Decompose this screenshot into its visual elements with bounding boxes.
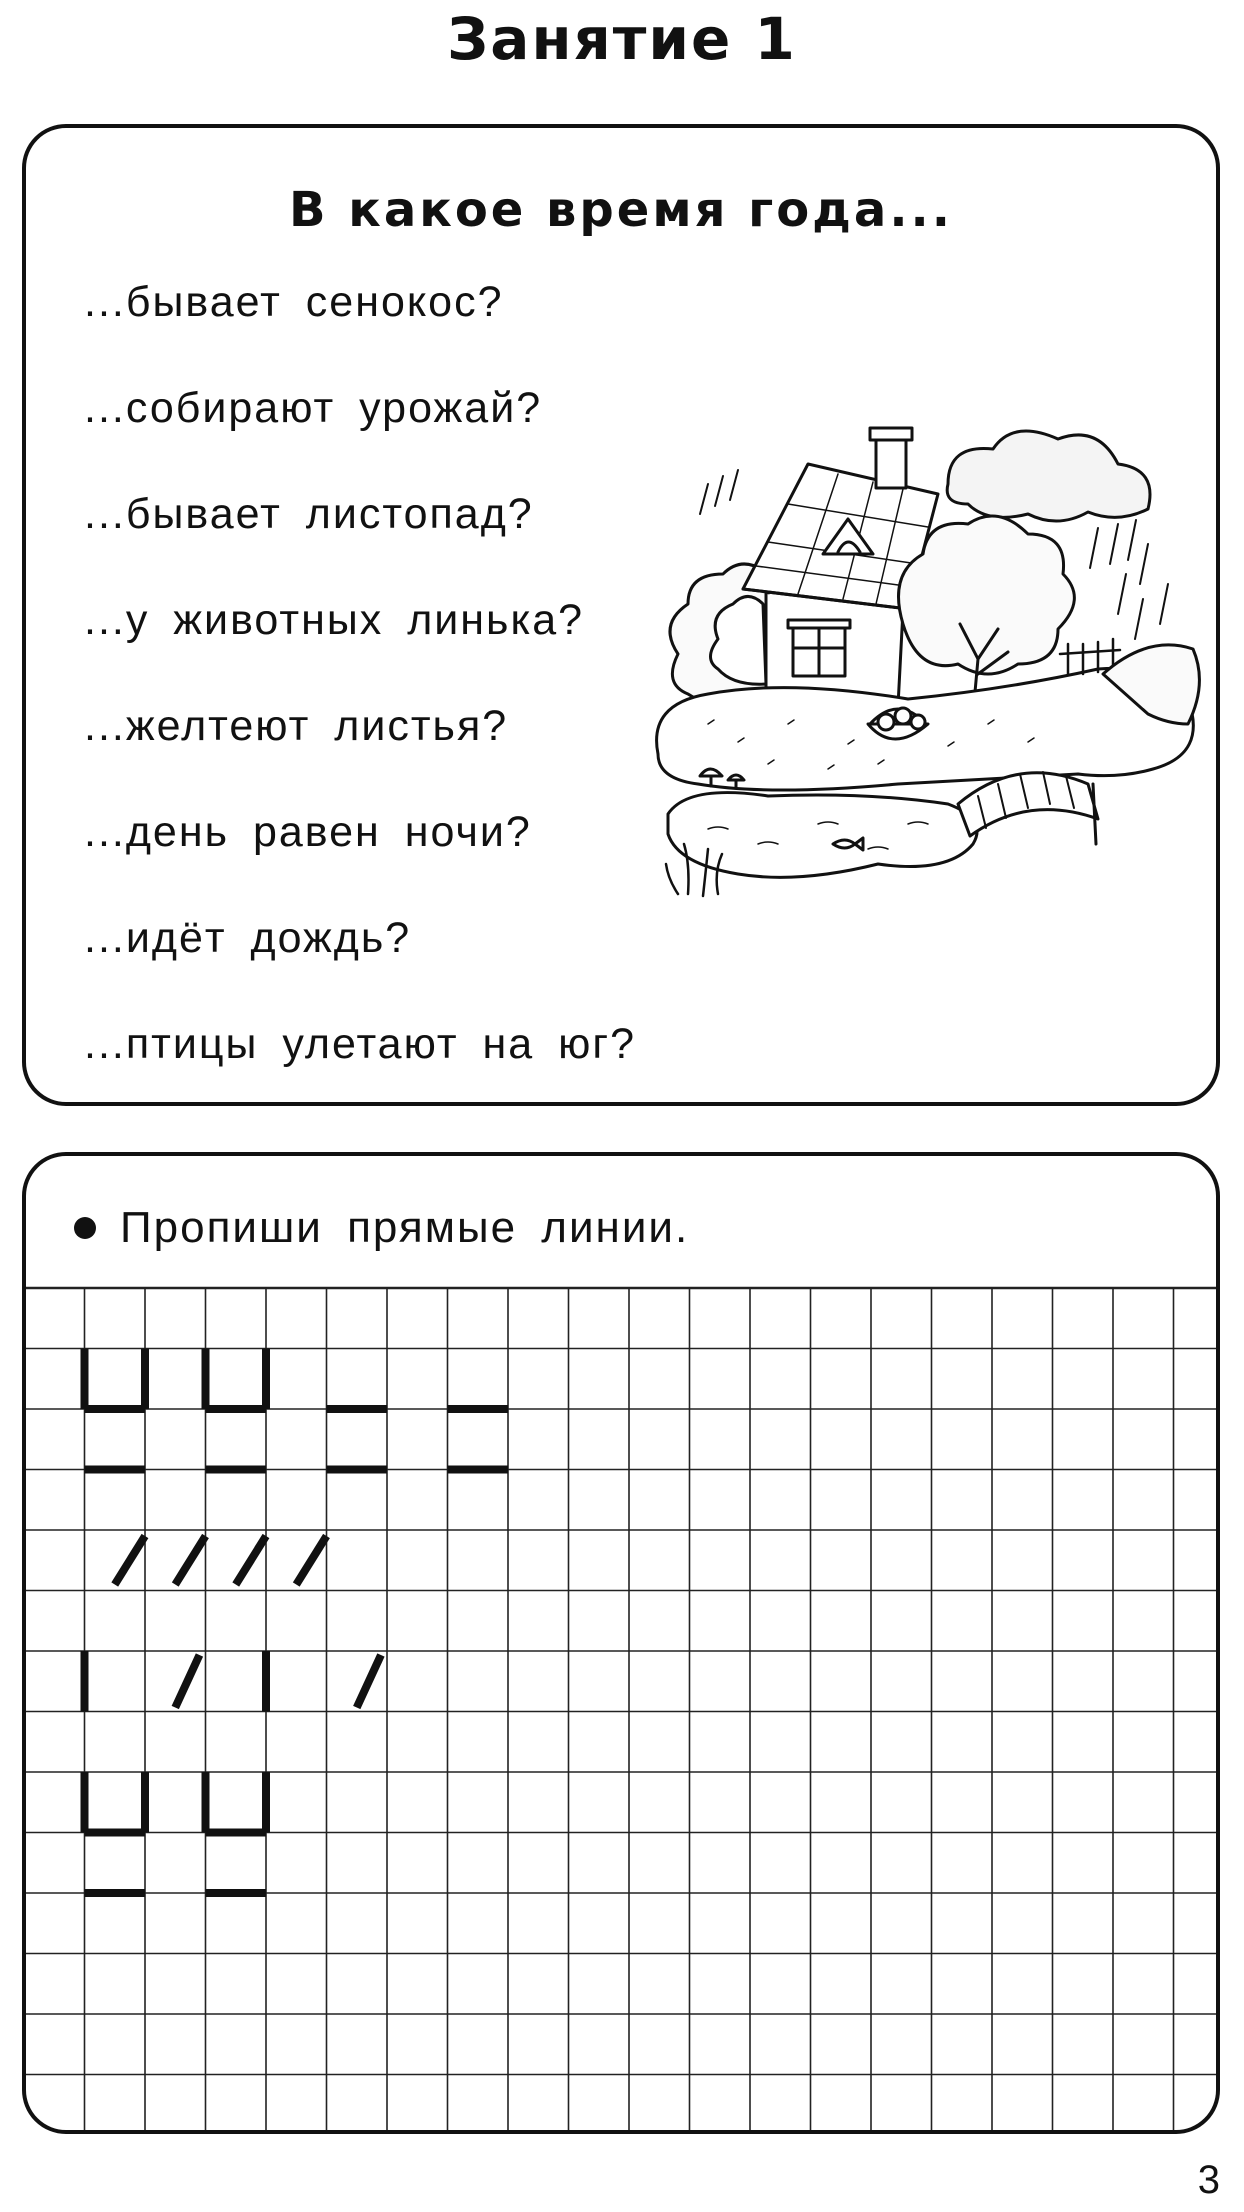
question-item: ...бывает листопад? — [84, 490, 534, 538]
sample-slanted-stroke — [236, 1536, 266, 1585]
question-item: ...птицы улетают на юг? — [84, 1020, 636, 1068]
question-item: ...желтеют листья? — [84, 702, 509, 750]
question-list — [84, 262, 636, 1106]
questions-heading: В какое время года... — [288, 182, 954, 238]
questions-card — [22, 124, 1220, 1106]
question-item: ...собирают урожай? — [84, 384, 543, 432]
copy-exercise-card — [22, 1152, 1220, 2134]
question-item: ...бывает сенокос? — [84, 278, 504, 326]
question-item: ...идёт дождь? — [84, 914, 412, 962]
sample-slanted-stroke — [175, 1536, 205, 1585]
house-in-rain-illustration — [648, 424, 1208, 908]
page-number: 3 — [1197, 2158, 1220, 2202]
copy-grid[interactable] — [26, 1156, 1216, 2130]
sample-slanted-stroke — [115, 1536, 145, 1585]
sample-slanted-stroke — [357, 1655, 381, 1708]
page-title: Занятие 1 — [447, 5, 797, 73]
question-item: ...у животных линька? — [84, 596, 585, 644]
sample-slanted-stroke — [296, 1536, 326, 1585]
instruction-text: Пропиши прямые линии. — [120, 1203, 690, 1252]
question-item: ...день равен ночи? — [84, 808, 532, 856]
sample-slanted-stroke — [175, 1655, 199, 1708]
